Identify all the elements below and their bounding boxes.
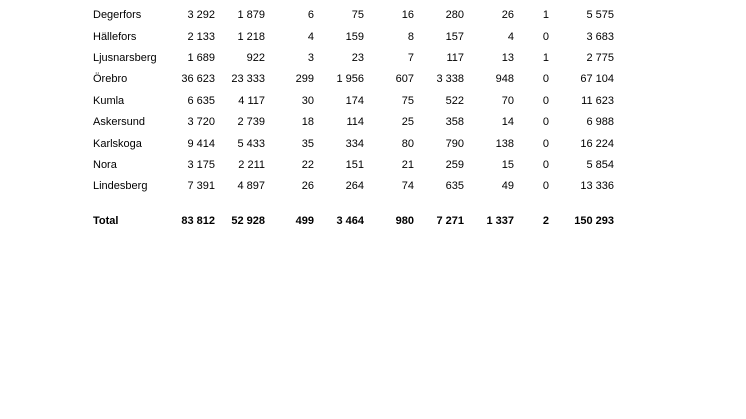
- table-cell: 117: [446, 51, 464, 64]
- total-cell: 3 464: [336, 214, 364, 227]
- spacer-cell: [88, 198, 614, 211]
- table-cell: 0: [542, 158, 549, 171]
- table-cell: 522: [445, 94, 464, 107]
- spacer-row: [88, 198, 614, 211]
- table-cell: 1 956: [336, 73, 364, 86]
- table-cell: 1: [542, 51, 549, 64]
- table-cell: 259: [445, 158, 464, 171]
- table-cell: 1 218: [237, 30, 265, 43]
- table-cell: 358: [445, 116, 464, 129]
- total-cell: 83 812: [181, 214, 215, 227]
- total-cell: 980: [395, 214, 414, 227]
- municipality-name: Lindesberg: [93, 180, 148, 193]
- table-cell: 7: [407, 51, 414, 64]
- table-cell: 607: [395, 73, 414, 86]
- table-cell: 26: [501, 9, 514, 22]
- table-row: [88, 5, 614, 26]
- table-cell: 6: [307, 9, 314, 22]
- total-label: Total: [93, 214, 119, 227]
- total-cell: 499: [295, 214, 314, 227]
- municipality-name: Degerfors: [93, 9, 142, 22]
- table-cell: 23 333: [231, 73, 265, 86]
- table-cell: 2 739: [237, 116, 265, 129]
- table-cell: 74: [401, 180, 414, 193]
- row-total-cell: 13 336: [580, 180, 614, 193]
- table-cell: 75: [401, 94, 414, 107]
- table-cell: 0: [542, 73, 549, 86]
- total-row: [88, 211, 614, 232]
- table-cell: 49: [501, 180, 514, 193]
- row-total-cell: 5 575: [586, 9, 614, 22]
- table-row: [88, 48, 614, 69]
- table-cell: 75: [351, 9, 364, 22]
- table-row: [88, 26, 614, 47]
- table-cell: 0: [542, 30, 549, 43]
- table-cell: 8: [407, 30, 414, 43]
- row-total-cell: 6 988: [586, 116, 614, 129]
- table-cell: 80: [401, 137, 414, 150]
- municipality-name: Kumla: [93, 94, 125, 107]
- total-cell: 2: [542, 214, 549, 227]
- table-row: [88, 91, 614, 112]
- row-total-cell: 67 104: [580, 73, 614, 86]
- table-cell: 30: [301, 94, 314, 107]
- table-cell: 21: [401, 158, 414, 171]
- table-cell: 159: [345, 30, 364, 43]
- total-cell: 7 271: [436, 214, 464, 227]
- table-cell: 13: [501, 51, 514, 64]
- table-row: [88, 176, 614, 197]
- table-cell: 3 175: [187, 158, 215, 171]
- table-cell: 4 117: [238, 94, 265, 107]
- municipality-name: Hällefors: [93, 30, 137, 43]
- table-cell: 1: [542, 9, 549, 22]
- table-cell: 25: [401, 116, 414, 129]
- table-cell: 26: [301, 180, 314, 193]
- table-cell: 4: [307, 30, 314, 43]
- table-cell: 0: [542, 137, 549, 150]
- municipality-name: Nora: [93, 158, 117, 171]
- table-cell: 18: [301, 116, 314, 129]
- municipality-results-table: [88, 5, 614, 232]
- table-cell: 4: [507, 30, 514, 43]
- table-cell: 15: [501, 158, 514, 171]
- table-cell: 0: [542, 180, 549, 193]
- total-cell: 52 928: [231, 214, 265, 227]
- table-cell: 790: [445, 137, 464, 150]
- table-cell: 14: [501, 116, 514, 129]
- table-cell: 157: [445, 30, 464, 43]
- table-cell: 264: [345, 180, 364, 193]
- table-cell: 138: [495, 137, 514, 150]
- table-cell: 0: [542, 94, 549, 107]
- municipality-name: Ljusnarsberg: [93, 51, 157, 64]
- table-cell: 6 635: [187, 94, 215, 107]
- table-cell: 0: [542, 116, 549, 129]
- row-total-cell: 16 224: [580, 137, 614, 150]
- row-total-cell: 11 623: [581, 94, 614, 107]
- table-cell: 922: [246, 51, 265, 64]
- table-cell: 635: [445, 180, 464, 193]
- table-cell: 7 391: [187, 180, 215, 193]
- table-cell: 23: [351, 51, 364, 64]
- row-total-cell: 3 683: [586, 30, 614, 43]
- table-cell: 3: [307, 51, 314, 64]
- municipality-name: Karlskoga: [93, 137, 142, 150]
- row-total-cell: 2 775: [586, 51, 614, 64]
- row-total-cell: 5 854: [586, 158, 614, 171]
- table-cell: 3 338: [436, 73, 464, 86]
- total-cell: 1 337: [486, 214, 514, 227]
- table-cell: 2 211: [238, 158, 265, 171]
- municipality-name: Örebro: [93, 73, 128, 86]
- table-cell: 280: [445, 9, 464, 22]
- table-cell: 151: [345, 158, 364, 171]
- table-cell: 4 897: [237, 180, 265, 193]
- table-row: [88, 69, 614, 90]
- table-cell: 114: [346, 116, 364, 129]
- table-row: [88, 133, 614, 154]
- table-row: [88, 112, 614, 133]
- table-cell: 299: [295, 73, 314, 86]
- municipality-name: Askersund: [93, 116, 145, 129]
- table-cell: 2 133: [187, 30, 215, 43]
- grand-total-cell: 150 293: [574, 214, 614, 227]
- table-cell: 1 689: [187, 51, 215, 64]
- table-row: [88, 155, 614, 176]
- table-cell: 16: [401, 9, 414, 22]
- table-cell: 35: [301, 137, 314, 150]
- table-cell: 5 433: [237, 137, 265, 150]
- table-cell: 70: [501, 94, 514, 107]
- table-cell: 948: [495, 73, 514, 86]
- table-cell: 9 414: [187, 137, 215, 150]
- table-cell: 36 623: [181, 73, 215, 86]
- table-cell: 174: [345, 94, 364, 107]
- table-cell: 22: [301, 158, 314, 171]
- table-cell: 1 879: [237, 9, 265, 22]
- table-cell: 334: [345, 137, 364, 150]
- table-cell: 3 720: [187, 116, 215, 129]
- table-cell: 3 292: [187, 9, 215, 22]
